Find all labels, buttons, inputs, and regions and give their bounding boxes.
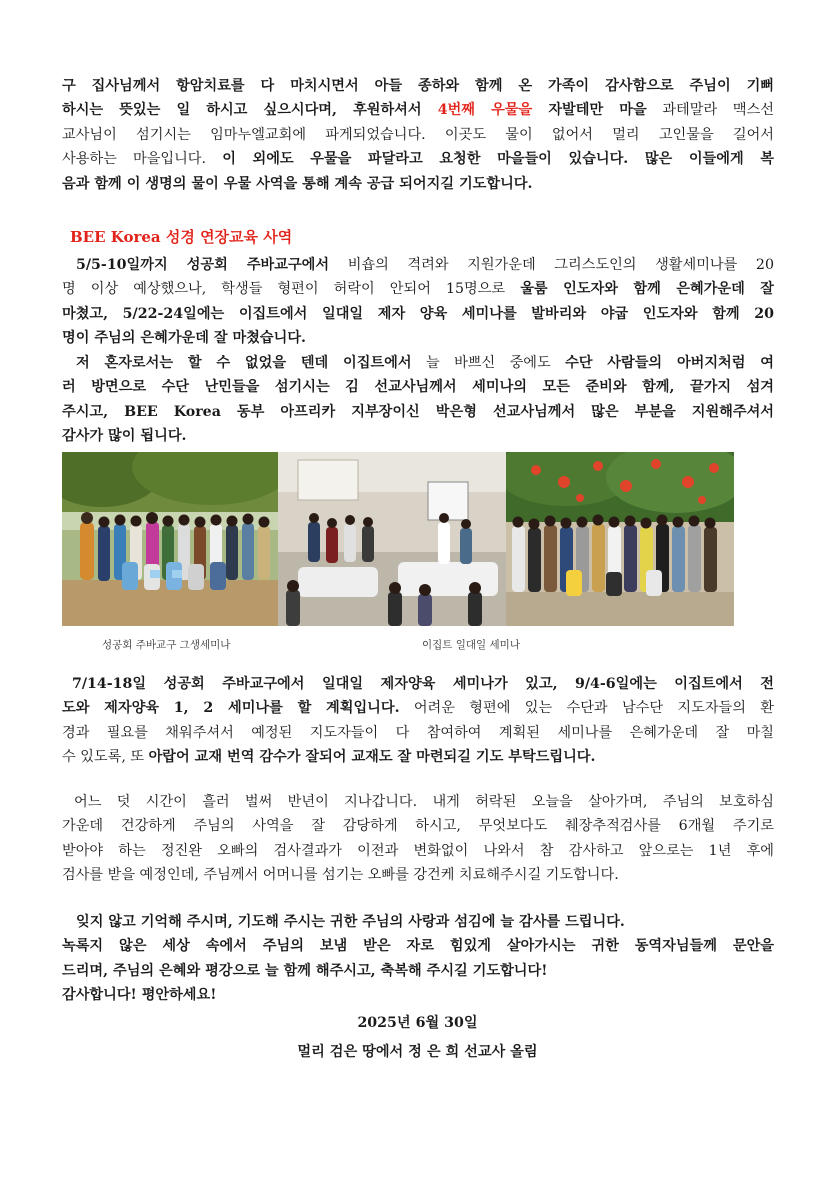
caption-juba-seminar: 성공회 주바교구 그생세미나 (102, 639, 231, 651)
text-line: 과테말라 맥스선 (646, 102, 774, 119)
text-line: 마쳤고, 5/22-24일에는 이집트에서 일대일 제자 양육 세미나를 발바리와 야굽 인도자와 함께 20 (62, 305, 774, 322)
text-line: 아랍어 교재 번역 감수가 잘되어 교재도 잘 마련되길 기도 부탁드립니다. (148, 749, 596, 766)
text-line: 비숍의 격려와 지원가운데 그리스도인의 생활세미나를 20 (329, 257, 774, 273)
text-line: 교사님이 섬기시는 임마누엘교회에 파게되었습니다. 이곳도 물이 없어서 멀리 고인물을 길어서 (62, 126, 774, 143)
paragraph-plans (62, 672, 774, 770)
text-line: 5/5-10일까지 성공회 주바교구에서 (76, 257, 330, 273)
text-line: 가운데 건강하게 주님의 사역을 잘 감당하게 하시고, 무엇보다도 췌장추적검사를 6개월 주기로 (62, 818, 774, 835)
text-line: 경과 필요를 채워주셔서 예정된 지도자들이 다 참여하여 계획된 세미나를 은혜가운데 잘 마칠 (62, 724, 774, 741)
highlight-fourth-well: 4번째 우물을 (437, 102, 533, 119)
text-line: 이 외에도 우물을 파달라고 요청한 마을들이 있습니다. 많은 이들에게 복 (222, 151, 774, 168)
text-line: 수 있도록, 또 (62, 749, 149, 766)
text-line: 사용하는 마을입니다. (62, 151, 223, 168)
text-line: 도와 제자양육 1, 2 세미나를 할 계획입니다. (62, 700, 400, 717)
letter-signature: 멀리 검은 땅에서 정 은 희 선교사 올림 (297, 1044, 538, 1060)
text-line: 드리며, 주님의 은혜와 평강으로 늘 함께 해주시고, 축복해 주시길 기도합니다! (62, 962, 548, 979)
text-line: 러 방면으로 수단 난민들을 섬기시는 김 선교사님께서 세미나의 모든 준비와 함께, 끝가지 섬겨 (62, 379, 774, 396)
text-line: 감사가 많이 됩니다. (62, 428, 187, 445)
letter-date: 2025년 6월 30일 (357, 1015, 478, 1031)
text-line: 자발테만 마을 (532, 102, 647, 119)
paragraph-seminars (62, 253, 774, 351)
text-line: 음과 함께 이 생명의 물이 우물 사역을 통해 계속 공급 되어지길 기도합니다. (62, 175, 533, 192)
text-line: 하시는 뜻있는 일 하시고 싶으시다며, 후원하셔서 (62, 102, 438, 119)
text-line: 검사를 받을 예정인데, 주님께서 어머니를 섬기는 오빠를 강건케 치료해주시길 기도합니다. (62, 867, 619, 884)
text-line: 구 집사님께서 항암치료를 다 마치시면서 아들 종하와 함께 온 가족이 감사함으로 주님이 기뻐 (62, 78, 774, 94)
text-line: 울룸 인도자와 함께 은혜가운데 잘 (520, 281, 774, 298)
caption-egypt-seminar: 이집트 일대일 세미나 (422, 639, 520, 651)
text-line: 명 이상 예상했으나, 학생들 형편이 허락이 안되어 15명으로 (62, 281, 521, 298)
text-line: 명이 주님의 은혜가운데 잘 마쳤습니다. (62, 330, 306, 347)
paragraph-well-ministry (62, 74, 774, 196)
section-heading-bee-korea: BEE Korea 성경 연장교육 사역 (70, 228, 293, 246)
text-line: 늘 바쁘신 중에도 (411, 355, 566, 371)
photo-juba-seminar (62, 452, 278, 626)
photo-egypt-class (278, 452, 506, 626)
text-line: 수단 사람들의 아버지처럼 여 (565, 355, 774, 371)
paragraph-personal (62, 790, 774, 888)
text-line: 주시고, BEE Korea 동부 아프리카 지부장이신 박은형 선교사님께서 많은 부분을 지원해주셔서 (62, 403, 774, 420)
text-line: 잊지 않고 기억해 주시며, 기도해 주시는 귀한 주님의 사랑과 섬김에 늘 감사를 드립니다. (76, 914, 625, 930)
text-line: 어느 덧 시간이 흘러 벌써 반년이 지나갑니다. 내게 허락된 오늘을 살아가며, 주님의 보호하심 (74, 794, 774, 810)
photo-egypt-group (506, 452, 734, 626)
text-line: 감사합니다! 평안하세요! (62, 987, 217, 1004)
photo-juba-seminar-image (62, 452, 278, 626)
text-line: 저 혼자로서는 할 수 없었을 텐데 이집트에서 (76, 355, 412, 371)
photo-egypt-class-image (278, 452, 506, 626)
text-line: 녹록지 않은 세상 속에서 주님의 보냄 받은 자로 힘있게 살아가시는 귀한 동역자님들께 문안을 (62, 938, 774, 955)
text-line: 7/14-18일 성공회 주바교구에서 일대일 제자양육 세미나가 있고, 9/4-6일에는 이집트에서 전 (72, 676, 774, 692)
photo-strip (62, 452, 734, 626)
photo-egypt-group-image (506, 452, 734, 626)
paragraph-thanks (62, 351, 774, 449)
text-line: 받아야 하는 정진완 오빠의 검사결과가 이전과 변화없이 나와서 참 감사하고 앞으로는 1년 후에 (62, 842, 774, 859)
text-line: 어려운 형편에 있는 수단과 남수단 지도자들의 환 (399, 700, 774, 717)
paragraph-closing (62, 910, 774, 1008)
